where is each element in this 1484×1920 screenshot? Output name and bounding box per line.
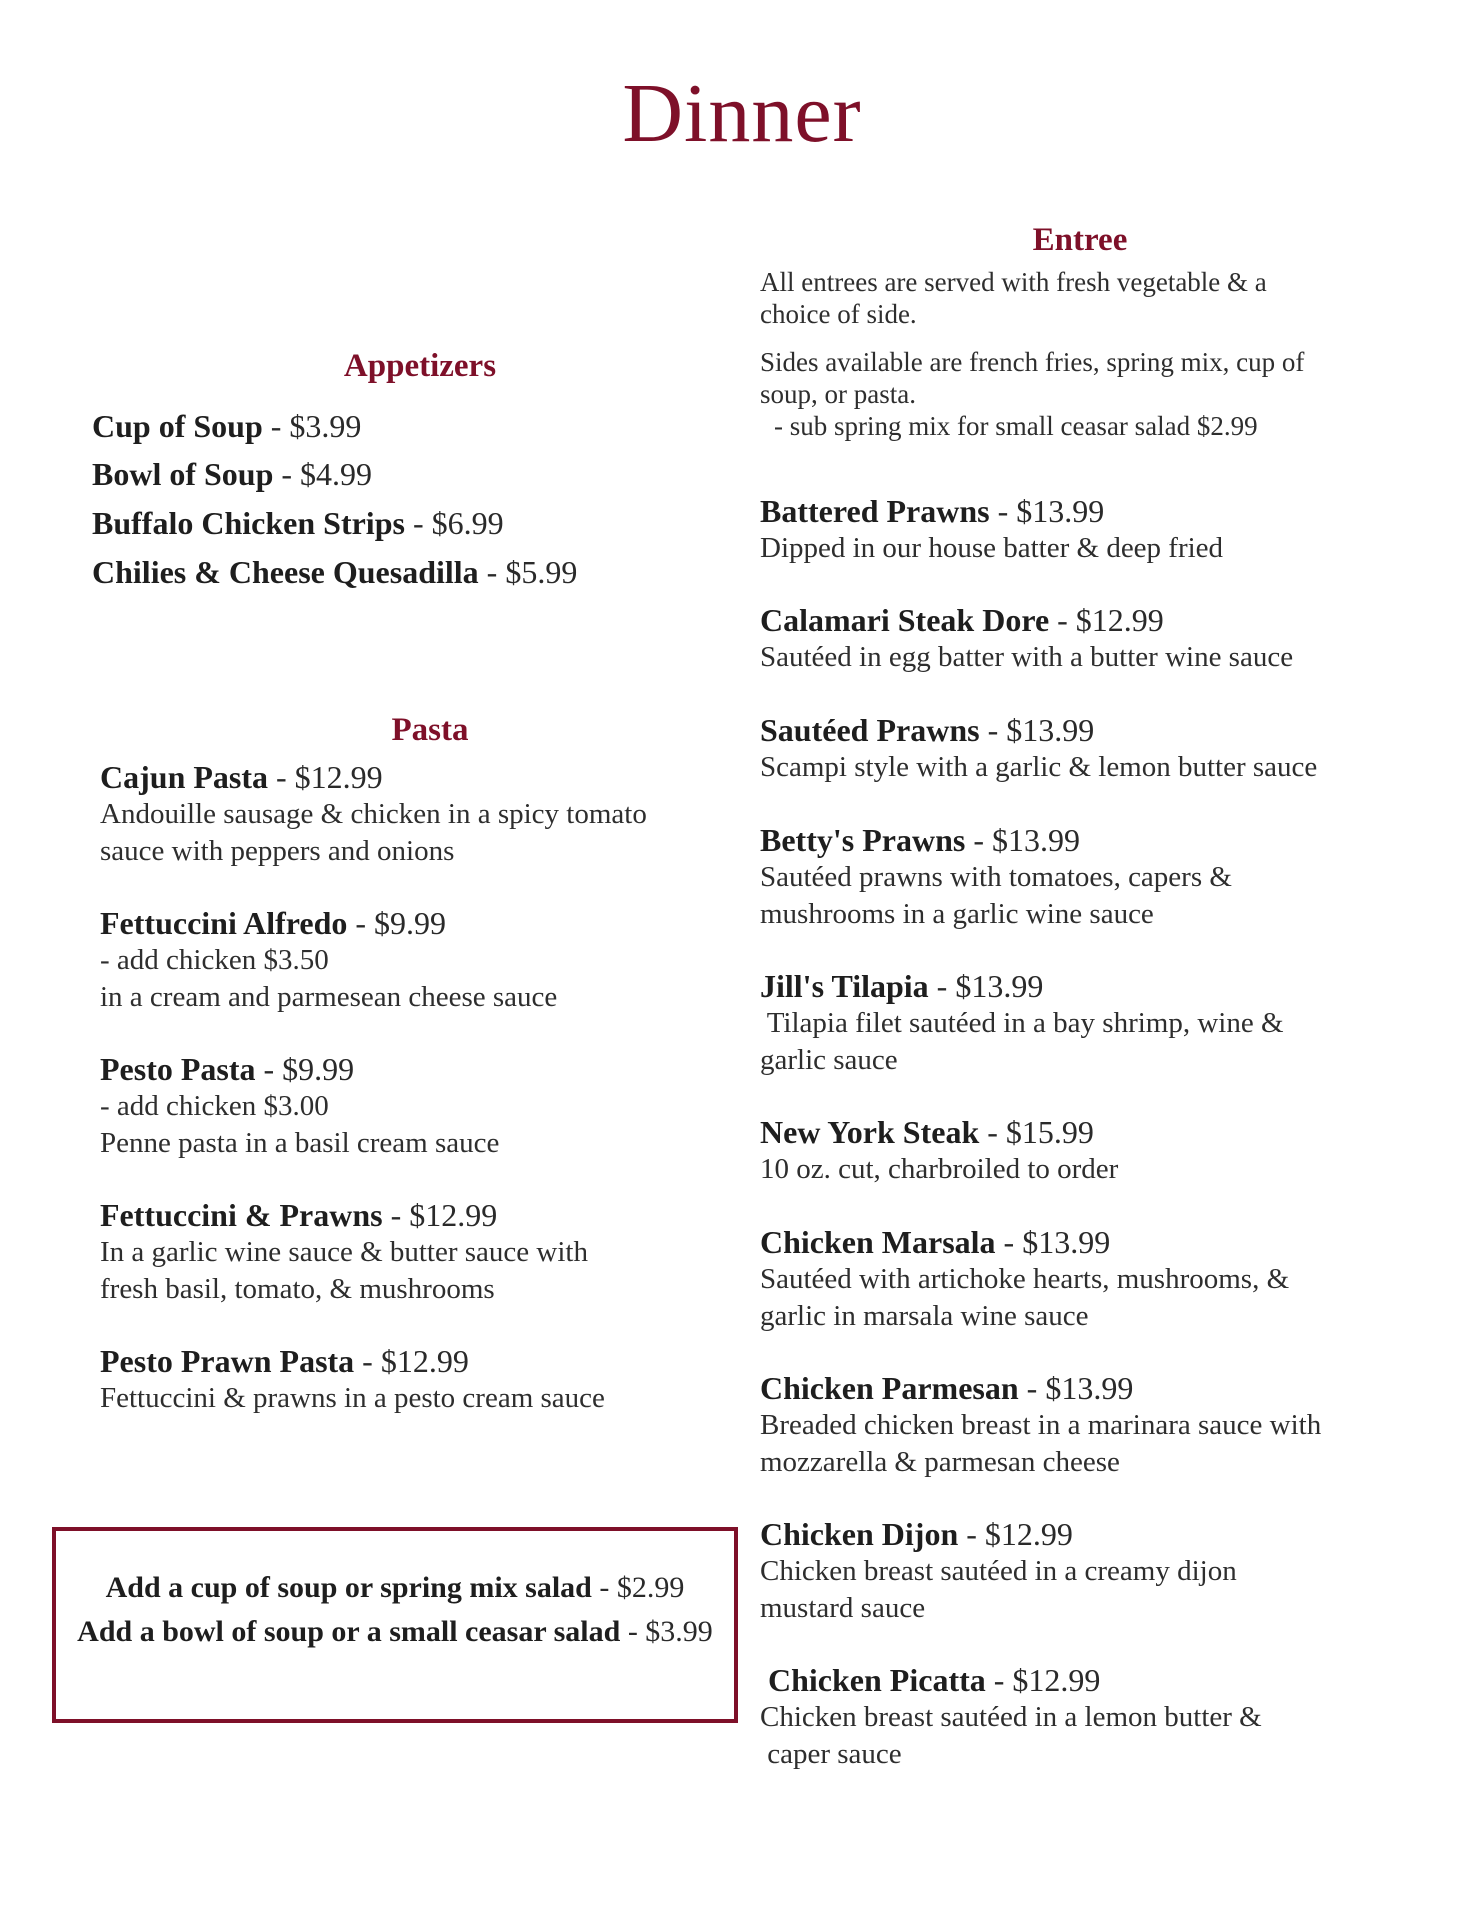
- item-desc: Chicken breast sautéed in a creamy dijon: [760, 1555, 1237, 1587]
- item-desc: sauce with peppers and onions: [100, 835, 455, 867]
- item-name: Chilies & Cheese Quesadilla: [92, 554, 479, 590]
- item-price: - $13.99: [987, 712, 1095, 748]
- item-desc: Sautéed with artichoke hearts, mushrooms, &: [760, 1263, 1290, 1295]
- note-line: soup, or pasta.: [760, 379, 916, 409]
- page-title: Dinner: [622, 67, 862, 160]
- item-price: - $13.99: [997, 493, 1105, 529]
- item-price: - $12.99: [966, 1516, 1073, 1552]
- item-desc: Dipped in our house batter & deep fried: [760, 532, 1224, 564]
- addon-price: - $3.99: [627, 1615, 713, 1648]
- item-desc: garlic sauce: [760, 1044, 898, 1076]
- note-line: choice of side.: [760, 299, 917, 329]
- item-desc: in a cream and parmesean cheese sauce: [100, 981, 558, 1013]
- entree-sides-note: [760, 346, 1360, 442]
- item-desc: Chicken breast sautéed in a lemon butter &: [760, 1701, 1262, 1733]
- item-desc: mozzarella & parmesan cheese: [760, 1446, 1120, 1478]
- addon-name: Add a bowl of soup or a small ceasar salad: [77, 1615, 621, 1648]
- item-desc: Sautéed prawns with tomatoes, capers &: [760, 861, 1232, 893]
- item-name: Fettuccini & Prawns: [100, 1197, 383, 1233]
- item-price: - $13.99: [1003, 1224, 1111, 1260]
- entree-item: [760, 601, 1400, 676]
- item-name: Betty's Prawns: [760, 822, 966, 858]
- item-name: Chicken Picatta: [768, 1662, 986, 1698]
- item-price: - $4.99: [281, 456, 373, 492]
- entree-item: [760, 1223, 1400, 1335]
- item-price: - $13.99: [1026, 1370, 1134, 1406]
- item-desc: Tilapia filet sautéed in a bay shrimp, wine &: [760, 1007, 1284, 1039]
- entree-item: [760, 1369, 1420, 1481]
- item-name: Chicken Dijon: [760, 1516, 959, 1552]
- item-price: - $9.99: [263, 1051, 355, 1087]
- item-desc: Fettuccini & prawns in a pesto cream sauce: [100, 1382, 605, 1414]
- pasta-item: [100, 904, 740, 1016]
- item-name: New York Steak: [760, 1114, 980, 1150]
- item-desc: caper sauce: [760, 1738, 902, 1770]
- item-price: - $15.99: [987, 1114, 1094, 1150]
- entree-item: [760, 967, 1400, 1079]
- item-name: Chicken Parmesan: [760, 1370, 1019, 1406]
- item-desc: garlic in marsala wine sauce: [760, 1300, 1089, 1332]
- item-name: Pesto Prawn Pasta: [100, 1343, 355, 1379]
- item-price: - $12.99: [276, 759, 383, 795]
- item-name: Calamari Steak Dore: [760, 602, 1050, 638]
- entree-item: [760, 492, 1400, 567]
- pasta-heading: Pasta: [391, 712, 469, 748]
- pasta-item: [100, 1196, 740, 1308]
- item-price: - $12.99: [390, 1197, 498, 1233]
- note-line: All entrees are served with fresh vegetable & a: [760, 267, 1267, 297]
- addon-price: - $2.99: [599, 1571, 685, 1604]
- item-desc: Penne pasta in a basil cream sauce: [100, 1127, 500, 1159]
- appetizer-item: [92, 548, 577, 596]
- item-price: - $12.99: [362, 1343, 469, 1379]
- item-price: - $12.99: [993, 1662, 1101, 1698]
- entree-item: [760, 1113, 1400, 1188]
- item-name: Cup of Soup: [92, 408, 263, 444]
- item-price: - $12.99: [1057, 602, 1164, 638]
- note-line: Sides available are french fries, spring mix, cup of: [760, 347, 1305, 377]
- addon-line: [56, 1571, 734, 1605]
- addons-box: [52, 1527, 738, 1723]
- item-desc: mushrooms in a garlic wine sauce: [760, 898, 1154, 930]
- item-name: Sautéed Prawns: [760, 712, 980, 748]
- entree-note: [760, 266, 1360, 330]
- entree-item: [760, 821, 1400, 933]
- item-name: Bowl of Soup: [92, 456, 274, 492]
- item-price: - $5.99: [486, 554, 578, 590]
- item-name: Battered Prawns: [760, 493, 990, 529]
- item-name: Fettuccini Alfredo: [100, 905, 348, 941]
- addon-line: [56, 1615, 734, 1649]
- item-desc: In a garlic wine sauce & butter sauce with: [100, 1236, 588, 1268]
- item-name: Cajun Pasta: [100, 759, 269, 795]
- pasta-item: [100, 1342, 740, 1417]
- pasta-item: [100, 1050, 740, 1162]
- entree-item: [760, 711, 1400, 786]
- item-desc: - add chicken $3.50: [100, 944, 329, 976]
- note-line: - sub spring mix for small ceasar salad $2.99: [774, 411, 1258, 441]
- appetizer-item: [92, 450, 372, 498]
- item-desc: Andouille sausage & chicken in a spicy tomato: [100, 798, 647, 830]
- item-desc: 10 oz. cut, charbroiled to order: [760, 1153, 1119, 1185]
- pasta-item: [100, 758, 740, 870]
- item-desc: Sautéed in egg batter with a butter wine sauce: [760, 641, 1294, 673]
- item-name: Buffalo Chicken Strips: [92, 505, 405, 541]
- item-name: Jill's Tilapia: [760, 968, 929, 1004]
- item-name: Pesto Pasta: [100, 1051, 256, 1087]
- item-price: - $3.99: [270, 408, 362, 444]
- item-desc: fresh basil, tomato, & mushrooms: [100, 1273, 495, 1305]
- item-price: - $9.99: [355, 905, 447, 941]
- appetizer-item: [92, 402, 361, 450]
- item-price: - $6.99: [412, 505, 504, 541]
- appetizer-item: [92, 499, 504, 547]
- addon-name: Add a cup of soup or spring mix salad: [105, 1571, 592, 1604]
- item-desc: mustard sauce: [760, 1592, 926, 1624]
- item-desc: Breaded chicken breast in a marinara sauce with: [760, 1409, 1322, 1441]
- appetizers-heading: Appetizers: [343, 348, 497, 384]
- entree-item: [760, 1661, 1400, 1773]
- item-desc: Scampi style with a garlic & lemon butter sauce: [760, 751, 1318, 783]
- item-name: Chicken Marsala: [760, 1224, 996, 1260]
- item-price: - $13.99: [936, 968, 1044, 1004]
- item-desc: - add chicken $3.00: [100, 1090, 329, 1122]
- entree-heading: Entree: [1032, 222, 1128, 258]
- item-price: - $13.99: [973, 822, 1080, 858]
- entree-item: [760, 1515, 1400, 1627]
